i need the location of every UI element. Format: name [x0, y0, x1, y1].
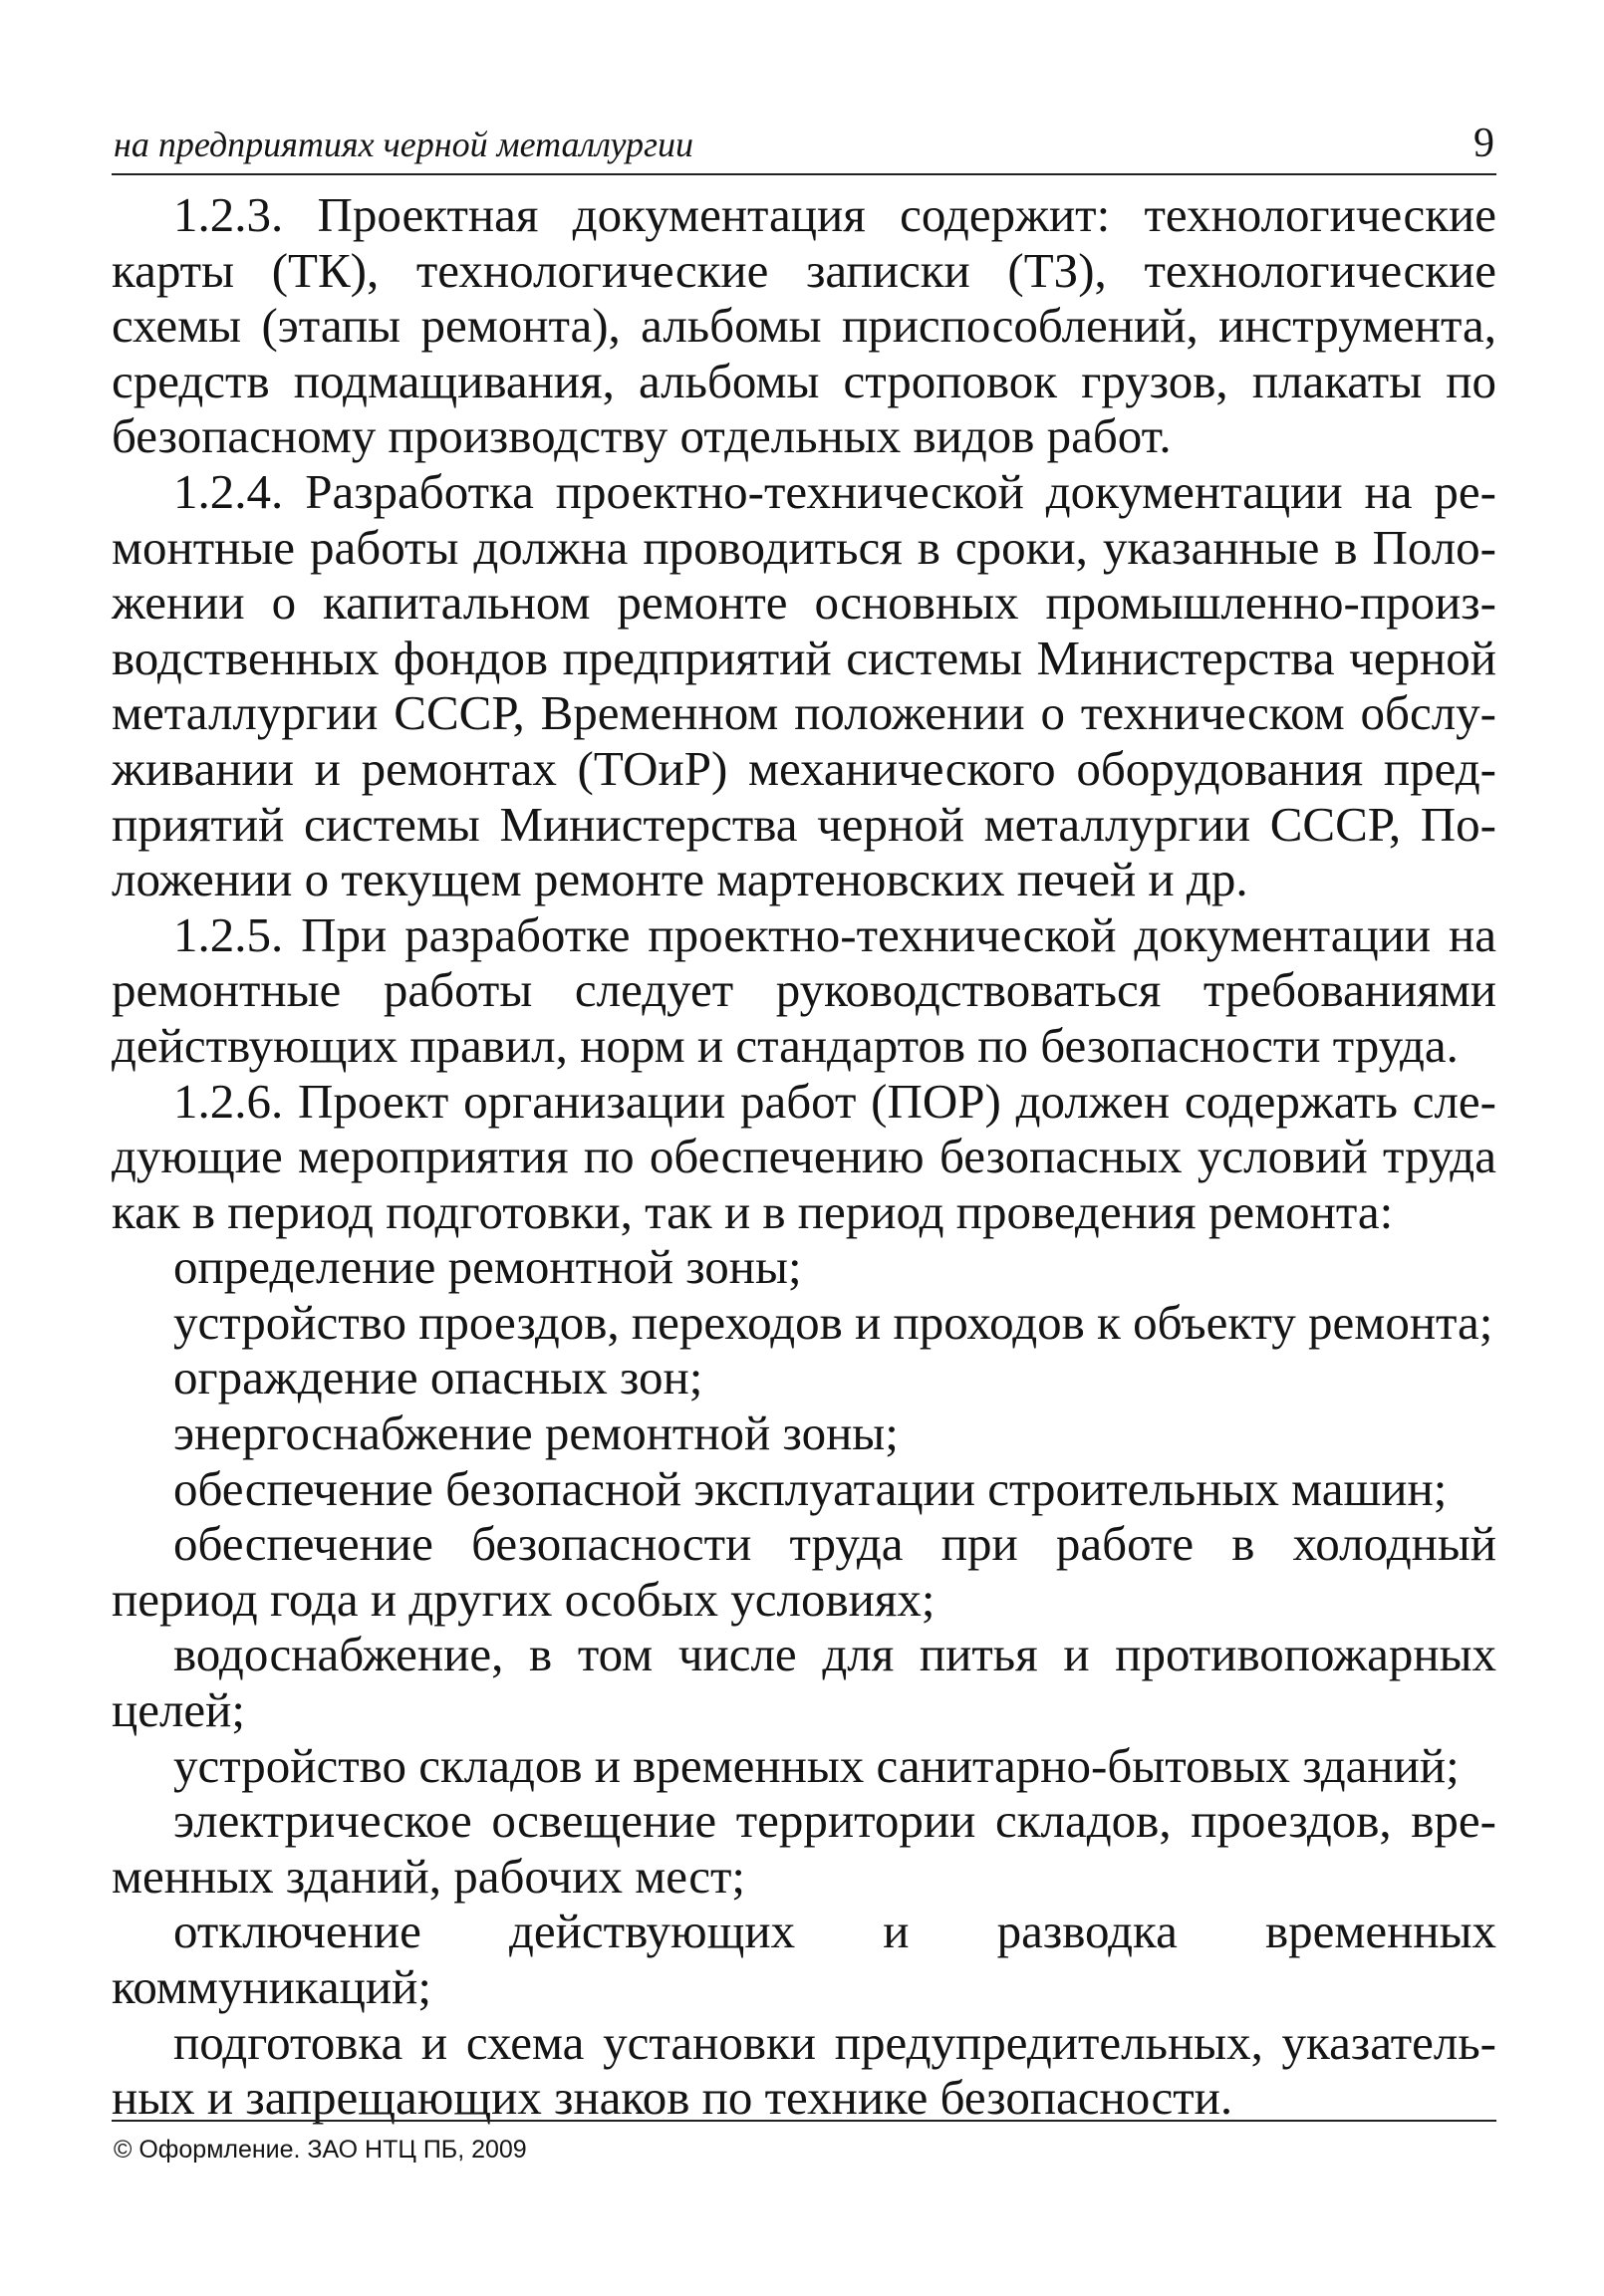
list-item: электрическое освещение территории складов, проездов, временных зданий, рабочих мест;	[112, 1793, 1496, 1904]
running-header	[112, 112, 1496, 175]
list-item: ограждение опасных зон;	[173, 1350, 703, 1405]
paragraph-1-2-5: 1.2.5. При разработке проектно-технической документации на ремонтные работы следует руководствоваться требованиями действующих правил, норм и стандартов по безопасности труда.	[112, 906, 1496, 1073]
list-item: отключение действующих и разводка временных коммуникаций;	[112, 1904, 1496, 2014]
list-item: водоснабжение, в том числе для питья и противопожарных целей;	[112, 1627, 1496, 1738]
paragraph-1-2-3: 1.2.3. Проектная документация содержит: технологические карты (ТК), технологические записки (ТЗ), технологические схемы (этапы ремонта), альбомы приспособлений, инструмента, средств подмащивания, альбомы строповок грузов, плакаты по безопасному производству отдельных видов работ.	[112, 187, 1496, 464]
footer-copyright: © Оформление. ЗАО НТЦ ПБ, 2009	[114, 2136, 527, 2164]
list-item: определение ремонтной зоны;	[173, 1239, 802, 1295]
document-page	[112, 112, 1496, 2253]
list-item: энергоснабжение ремонтной зоны;	[173, 1405, 899, 1461]
page-number: 9	[1473, 121, 1494, 166]
list-item: обеспечение безопасности труда при работе в холодный период года и других особых условиях;	[112, 1516, 1496, 1627]
list-item: устройство проездов, переходов и проходов к объекту ремонта;	[173, 1294, 1493, 1350]
list-item: обеспечение безопасной эксплуатации строительных машин;	[173, 1460, 1448, 1516]
list-item: подготовка и схема установки предупредительных, указательных и запрещающих знаков по технике безопасности.	[112, 2014, 1496, 2126]
list-item: устройство складов и временных санитарно-бытовых зданий;	[173, 1737, 1460, 1793]
paragraph-1-2-4: 1.2.4. Разработка проектно-технической документации на ремонтные работы должна проводиться в сроки, указанные в Положении о капитальном ремонте основных промышленно-производственных фондов предприятий системы Министерства черной металлургии СССР, Временном положении о техническом обслуживании и ремонтах (ТОиР) механического оборудования предприятий системы Министерства черной металлургии СССР, Положении о текущем ремонте мартеновских печей и др.	[112, 463, 1496, 907]
footer-divider	[112, 2120, 1496, 2122]
running-title: на предприятиях черной металлургии	[114, 125, 693, 164]
paragraph-1-2-6: 1.2.6. Проект организации работ (ПОР) должен содержать следующие мероприятия по обеспечению безопасных условий труда как в период подготовки, так и в период проведения ремонта:	[112, 1073, 1496, 1239]
body-text	[112, 187, 1496, 2126]
